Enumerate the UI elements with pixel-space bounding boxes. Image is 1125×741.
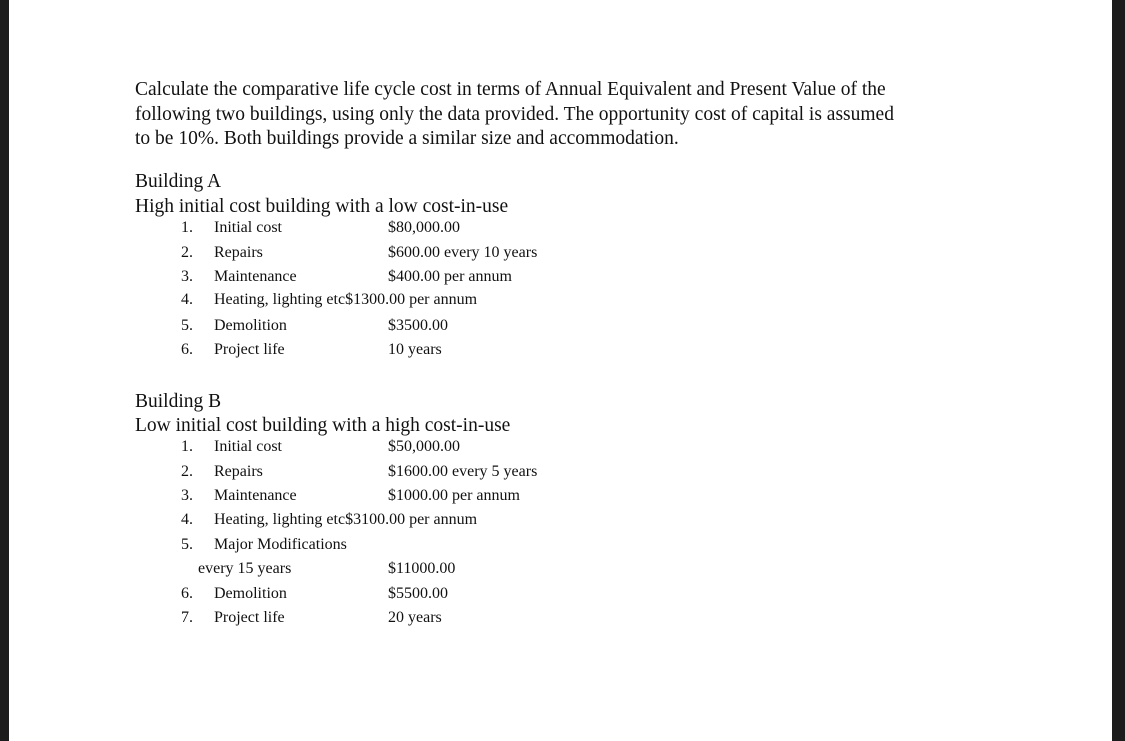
building-a-item-6 — [9, 341, 1112, 365]
item-label: Initial cost — [214, 438, 282, 455]
item-number: 4. — [181, 511, 193, 528]
item-value: $1600.00 every 5 years — [388, 463, 538, 480]
item-label: Maintenance — [214, 268, 297, 285]
item-number: 1. — [181, 219, 193, 236]
item-number: 2. — [181, 244, 193, 261]
building-a-item-2 — [9, 244, 1112, 268]
item-value: $600.00 every 10 years — [388, 244, 538, 261]
building-b-item-5 — [9, 536, 1112, 560]
intro-line-3: to be 10%. Both buildings provide a similar size and accommodation. — [135, 128, 679, 149]
item-value: $1300.00 per annum — [345, 291, 478, 308]
item-value: $50,000.00 — [388, 438, 460, 455]
item-value: $3100.00 per annum — [345, 511, 478, 528]
item-number: 2. — [181, 463, 193, 480]
building-a-item-4 — [9, 291, 1112, 315]
building-b-title: Building B — [135, 391, 222, 412]
item-label: Demolition — [214, 585, 287, 602]
item-number: 5. — [181, 317, 193, 334]
intro-line-2: following two buildings, using only the data provided. The opportunity cost of capital is assumed — [135, 103, 894, 125]
building-a-item-1 — [9, 219, 1112, 243]
document-page — [9, 0, 1112, 741]
item-number: 3. — [181, 487, 193, 504]
item-label: Repairs — [214, 463, 263, 480]
item-value: $3500.00 — [388, 317, 448, 334]
item-value: 10 years — [388, 341, 442, 358]
item-label: Initial cost — [214, 219, 282, 236]
item-value: $400.00 per annum — [388, 268, 512, 285]
building-b-item-1 — [9, 438, 1112, 462]
building-b-item-4 — [9, 511, 1112, 535]
item-value: $80,000.00 — [388, 219, 460, 236]
building-a-item-3 — [9, 268, 1112, 292]
intro-paragraph — [135, 78, 985, 152]
intro-line-1: Calculate the comparative life cycle cost in terms of Annual Equivalent and Present Value of the — [135, 79, 886, 100]
building-b-item-5-continuation — [9, 560, 1112, 584]
item-label: Demolition — [214, 317, 287, 334]
building-b-item-3 — [9, 487, 1112, 511]
item-number: 6. — [181, 585, 193, 602]
item-number: 7. — [181, 609, 193, 626]
item-label: Project life — [214, 609, 285, 626]
building-b-item-2 — [9, 463, 1112, 487]
building-b-item-6 — [9, 585, 1112, 609]
item-label: Repairs — [214, 244, 263, 261]
item-label: Maintenance — [214, 487, 297, 504]
item-number: 5. — [181, 536, 193, 553]
item-label: Major Modifications — [214, 536, 347, 553]
item-number: 1. — [181, 438, 193, 455]
building-b-subtitle: Low initial cost building with a high cost-in-use — [135, 415, 511, 436]
item-label: Project life — [214, 341, 285, 358]
item-number: 6. — [181, 341, 193, 358]
item-number: 3. — [181, 268, 193, 285]
item-value: $5500.00 — [388, 585, 448, 602]
item-value: $11000.00 — [388, 560, 456, 577]
item-label-continuation: every 15 years — [198, 560, 292, 577]
item-number: 4. — [181, 291, 193, 308]
building-b-item-7 — [9, 609, 1112, 633]
item-label: Heating, lighting etc$1300.00 per annum — [214, 291, 478, 308]
item-value: $1000.00 per annum — [388, 487, 520, 504]
item-value: 20 years — [388, 609, 442, 626]
building-a-title: Building A — [135, 171, 222, 192]
item-label: Heating, lighting etc$3100.00 per annum — [214, 511, 478, 528]
building-a-subtitle: High initial cost building with a low cost-in-use — [135, 196, 509, 217]
building-a-item-5 — [9, 317, 1112, 341]
